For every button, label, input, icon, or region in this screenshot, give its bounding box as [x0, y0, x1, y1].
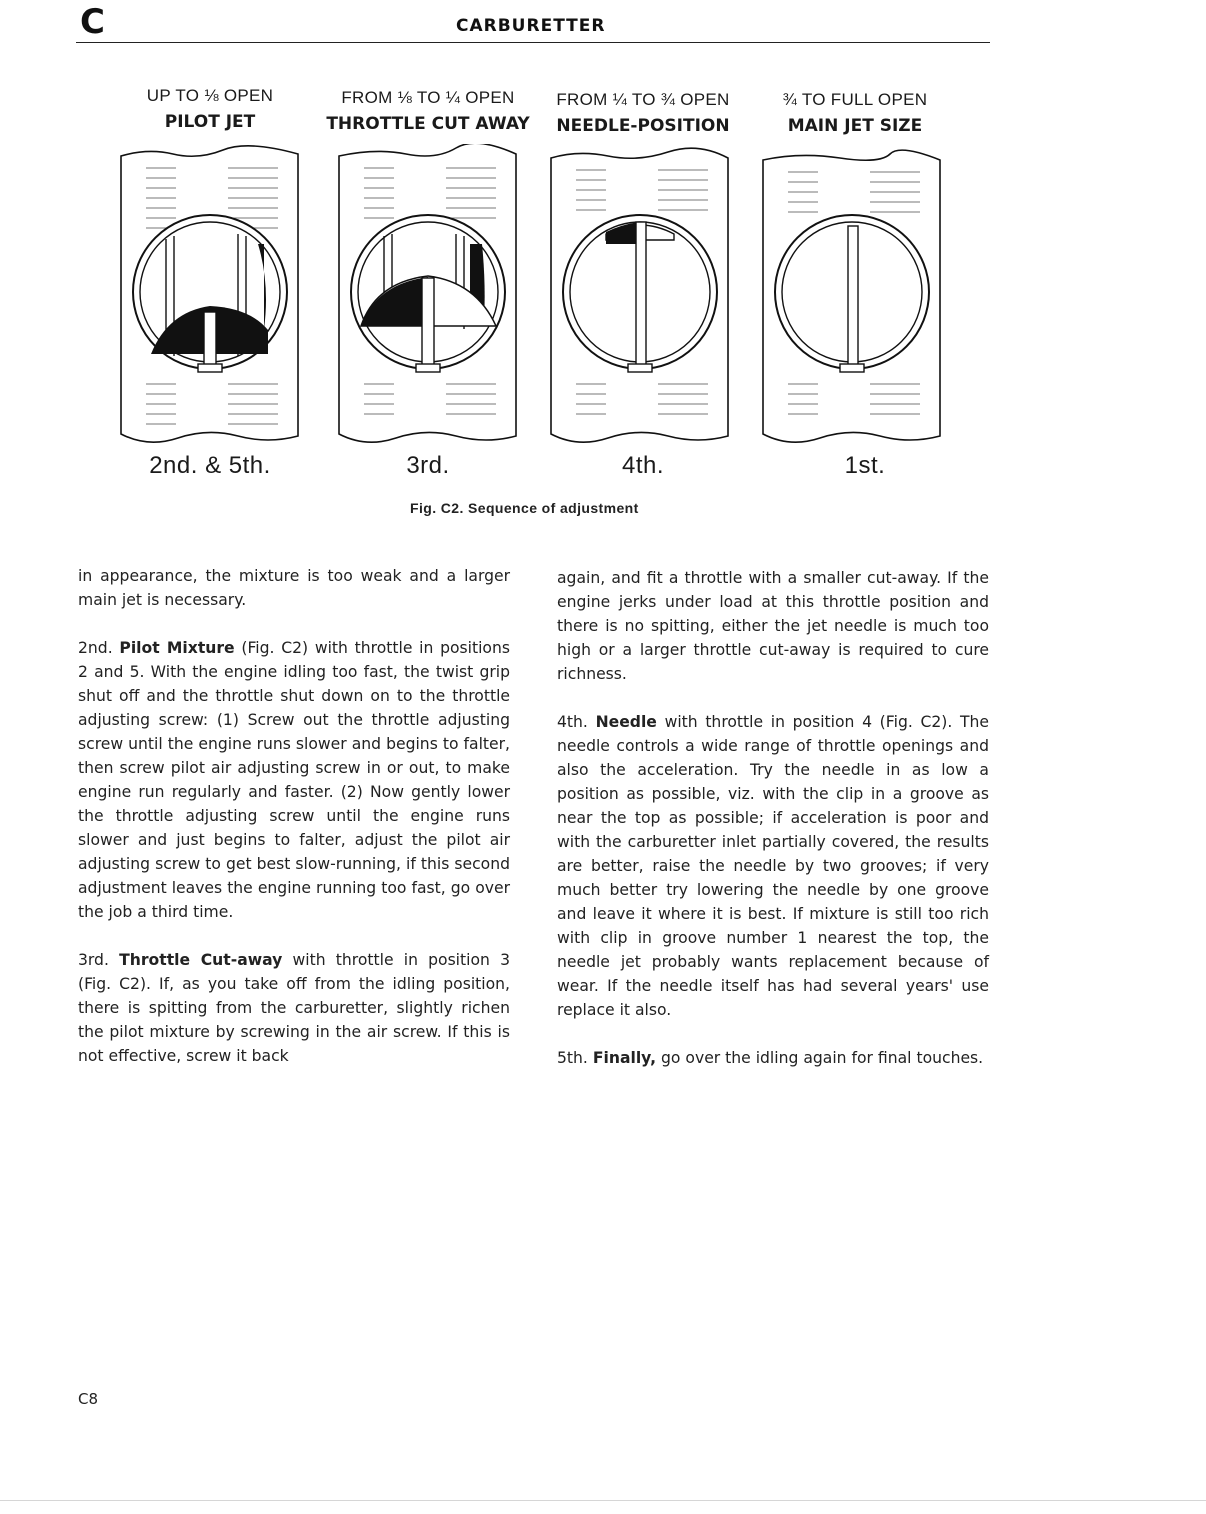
needle-heading: Needle — [595, 713, 657, 731]
right-text-column — [557, 566, 989, 1070]
header-rule — [76, 42, 990, 43]
finally-paragraph — [557, 1046, 989, 1070]
column-4-label: MAIN JET SIZE — [787, 116, 923, 136]
column-1-range: UP TO ⅛ OPEN — [146, 86, 274, 105]
needle-text: with throttle in position 4 (Fig. C2). The needle controls a wide range of throttle openings and also the acceleration. Try the needle in as low a position as possible, viz. with the clip in a groove as near the top as possible; if acceleration is poor and with the carburetter inlet partially covered, the results are better, raise the needle by two grooves; if very much better try lowering the needle by one groove and leave it where it is best. If mixture is still too rich with clip in groove number 1 nearest the top, the needle jet probably wants replacement because of wear. If the needle itself has had several years' use replace it also. — [557, 713, 989, 1019]
step-number: 2nd. — [78, 639, 113, 657]
pilot-mixture-paragraph — [78, 636, 510, 924]
throttle-cut-away-paragraph — [78, 948, 510, 1068]
needle-paragraph — [557, 710, 989, 1022]
page-title: CARBURETTER — [456, 16, 606, 36]
throttle-cut-away-text: with throttle in position 3 (Fig. C2). If, as you take off from the idling position, there is spitting from the carburetter, slightly richen the pilot mixture by screwing in the air screw. If this is not effective, screw it back — [78, 951, 510, 1065]
column-3-label: NEEDLE-POSITION — [556, 116, 730, 136]
finally-heading: Finally, — [592, 1049, 657, 1067]
column-4-order: 1st. — [844, 452, 886, 479]
figure-column-1-heading — [100, 86, 320, 132]
column-3-order: 4th. — [621, 452, 665, 479]
page-bottom-edge — [0, 1500, 1206, 1501]
column-2-label: THROTTLE CUT AWAY — [326, 114, 530, 134]
column-2-range: FROM ⅛ TO ¼ OPEN — [341, 88, 515, 107]
figure-column-4-heading — [745, 90, 965, 136]
throttle-cut-away-heading: Throttle Cut-away — [119, 951, 283, 969]
finally-text: go over the idling again for final touches. — [661, 1049, 984, 1067]
step-number: 3rd. — [78, 951, 109, 969]
figure-column-3-heading — [533, 90, 753, 136]
column-4-range: ¾ TO FULL OPEN — [782, 90, 928, 109]
figure-caption: Fig. C2. Sequence of adjustment — [410, 500, 639, 516]
right-paragraph-continuation: again, and fit a throttle with a smaller cut-away. If the engine jerks under load at this throttle position and there is no spitting, either the jet needle is much too high or a larger throttle cut-away is required to cure richness. — [557, 569, 989, 683]
column-3-range: FROM ¼ TO ¾ OPEN — [556, 90, 730, 109]
step-number: 5th. — [557, 1049, 588, 1067]
column-1-order: 2nd. & 5th. — [149, 452, 271, 479]
figure-column-2-heading — [318, 88, 538, 134]
carburettor-diagram-pilot-jet — [118, 144, 302, 444]
pilot-mixture-heading: Pilot Mixture — [119, 639, 235, 657]
column-2-order: 3rd. — [406, 452, 450, 479]
step-number: 4th. — [557, 713, 588, 731]
carburettor-diagram-main-jet-size — [760, 144, 944, 444]
carburettor-diagram-needle-position — [548, 144, 732, 444]
left-paragraph-continuation: in appearance, the mixture is too weak and a larger main jet is necessary. — [78, 567, 510, 609]
page-number: C8 — [78, 1390, 99, 1408]
section-letter: C — [80, 2, 105, 42]
pilot-mixture-text: (Fig. C2) with throttle in positions 2 and 5. With the engine idling too fast, the twist grip shut off and the throttle shut down on to the throttle adjusting screw: (1) Screw out the throttle adjusting screw until the engine runs slower and begins to falter, then screw pilot air adjusting screw in or out, to make engine run regularly and faster. (2) Now gently lower the throttle adjusting screw until the engine runs slower and just begins to falter, adjust the pilot air adjusting screw to get best slow-running, if this second adjustment leaves the engine running too fast, go over the job a third time. — [78, 639, 510, 921]
carburettor-diagram-throttle-cut-away — [336, 144, 520, 444]
column-1-label: PILOT JET — [164, 112, 256, 132]
left-text-column — [78, 564, 510, 1068]
